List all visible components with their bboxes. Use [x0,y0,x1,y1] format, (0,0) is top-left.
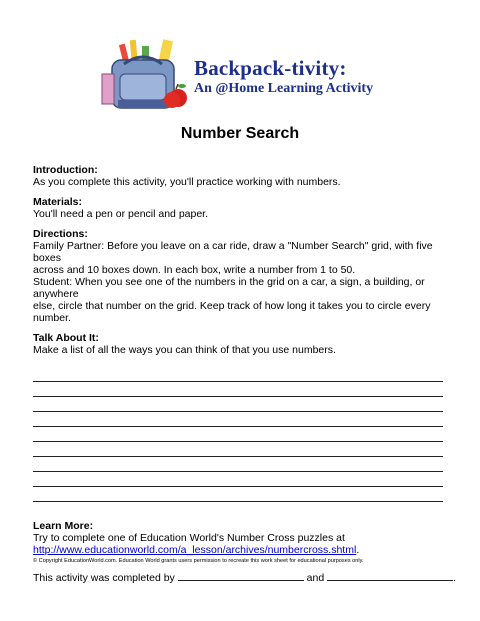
link-period: . [356,544,360,556]
worksheet-content [33,164,457,584]
name-blank-2[interactable] [327,570,453,581]
talk-about-it-heading: Talk About It: [33,332,99,344]
completion-line [33,570,457,584]
copyright-notice: © Copyright EducationWorld.com. Education World grants users permission to recreate this work sheet for educational purposes only. [33,558,364,564]
writing-line[interactable] [33,472,443,487]
writing-line[interactable] [33,457,443,472]
writing-line[interactable] [33,367,443,382]
directions-line: across and 10 boxes down. In each box, write a number from 1 to 50. [33,264,356,276]
completion-and: and [306,572,325,584]
backpack-icon [98,34,194,116]
writing-line[interactable] [33,427,443,442]
learn-more-text: Try to complete one of Education World's Number Cross puzzles at [33,532,345,544]
writing-line[interactable] [33,382,443,397]
brand-title: Backpack-tivity: [194,56,347,80]
writing-line[interactable] [33,442,443,457]
name-blank-1[interactable] [178,570,304,581]
directions-line: Family Partner: Before you leave on a car ride, draw a "Number Search" grid, with five boxes [33,240,433,264]
materials-heading: Materials: [33,196,83,208]
materials-text: You'll need a pen or pencil and paper. [33,208,209,220]
talk-about-it-text: Make a list of all the ways you can think of that you use numbers. [33,344,336,356]
writing-line[interactable] [33,487,443,502]
completion-period: . [453,572,457,584]
introduction-heading: Introduction: [33,164,98,176]
directions-heading: Directions: [33,228,88,240]
writing-line[interactable] [33,412,443,427]
header [98,34,398,120]
writing-line[interactable] [33,397,443,412]
directions-line: Student: When you see one of the numbers in the grid on a car, a sign, a building, or anywhere [33,276,425,300]
learn-more-heading: Learn More: [33,520,94,532]
number-cross-link[interactable]: http://www.educationworld.com/a_lesson/archives/numbercross.shtml [33,544,357,556]
completion-prefix: This activity was completed by [33,572,175,584]
writing-lines [33,367,448,502]
directions-line: else, circle that number on the grid. Keep track of how long it takes you to circle every number. [33,300,431,324]
introduction-text: As you complete this activity, you'll practice working with numbers. [33,176,341,188]
brand-subtitle: An @Home Learning Activity [194,81,374,96]
page-title: Number Search [180,125,300,142]
